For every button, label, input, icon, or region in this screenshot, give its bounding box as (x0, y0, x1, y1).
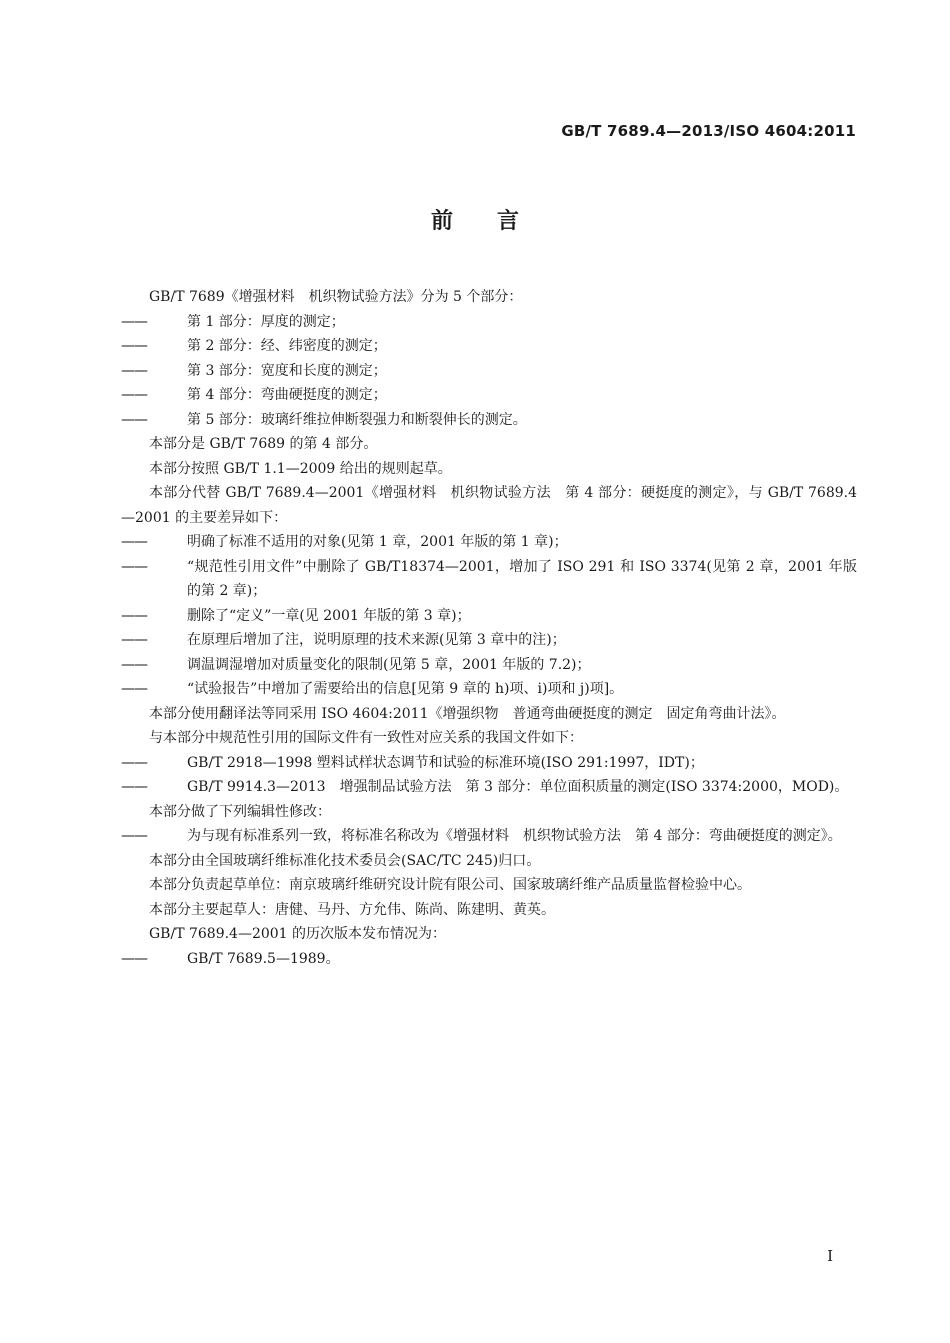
dash-mark: —— (121, 534, 147, 550)
list-item-text: 第 4 部分：弯曲硬挺度的测定； (187, 387, 387, 403)
dash-mark: —— (121, 362, 147, 379)
list-item-text: 调温调湿增加对质量变化的限制(见第 5 章，2001 年版的 7.2)； (187, 656, 591, 673)
paragraph: 本部分使用翻译法等同采用 ISO 4604:2011《增强织物 普通弯曲硬挺度的测定 固定角弯曲计法》。 (149, 705, 786, 722)
document-body (121, 285, 857, 971)
list-item (121, 383, 857, 408)
paragraph: 本部分代替 GB/T 7689.4—2001《增强材料 机织物试验方法 第 4 部分：硬挺度的测定》，与 GB/T 7689.4—2001 的主要差异如下： (121, 485, 857, 526)
list-item-text: 为与现有标准系列一致，将标准名称改为《增强材料 机织物试验方法 第 4 部分：弯曲硬挺度的测定》。 (187, 828, 842, 844)
list-item-text: 第 1 部分：厚度的测定； (187, 313, 345, 330)
dash-mark: —— (121, 681, 147, 697)
list-item-text: 明确了标准不适用的对象(见第 1 章，2001 年版的第 1 章)； (187, 534, 568, 550)
list-item-text: “试验报告”中增加了需要给出的信息[见第 9 章的 h)项、i)项和 j)项]。 (187, 681, 624, 697)
list-item-text: 在原理后增加了注，说明原理的技术来源(见第 3 章中的注)； (187, 632, 566, 648)
list-item-text: GB/T 9914.3—2013 增强制品试验方法 第 3 部分：单位面积质量的测定(ISO 3374:2000，MOD)。 (187, 779, 849, 795)
list-item-text: 第 3 部分：宽度和长度的测定； (187, 362, 387, 379)
dash-mark: —— (121, 632, 147, 648)
list-item (121, 775, 857, 800)
list-item (121, 824, 857, 849)
paragraph: 本部分由全国玻璃纤维标准化技术委员会(SAC/TC 245)归口。 (149, 852, 541, 869)
paragraph: 本部分是 GB/T 7689 的第 4 部分。 (149, 436, 378, 452)
list-item (121, 947, 857, 972)
dash-mark: —— (121, 411, 147, 428)
list-item (121, 677, 857, 702)
list-item (121, 334, 857, 359)
list-item (121, 653, 857, 678)
dash-mark: —— (121, 828, 147, 844)
dash-mark: —— (121, 558, 147, 575)
dash-mark: —— (121, 779, 147, 795)
list-item (121, 310, 857, 335)
paragraph: 与本部分中规范性引用的国际文件有一致性对应关系的我国文件如下： (149, 730, 583, 746)
paragraph: 本部分做了下列编辑性修改： (149, 803, 331, 820)
page-title: 前言 (430, 209, 563, 234)
dash-mark: —— (121, 950, 147, 967)
list-item (121, 359, 857, 384)
dash-mark: —— (121, 754, 147, 771)
paragraph: 本部分负责起草单位：南京玻璃纤维研究设计院有限公司、国家玻璃纤维产品质量监督检验中心。 (149, 877, 751, 893)
list-item (121, 751, 857, 776)
dash-mark: —— (121, 607, 147, 624)
list-item-text: “规范性引用文件”中删除了 GB/T18374—2001，增加了 ISO 291 和 ISO 3374(见第 2 章，2001 年版的第 2 章)； (187, 558, 857, 599)
list-item (121, 628, 857, 653)
standard-code: GB/T 7689.4—2013/ISO 4604:2011 (561, 122, 856, 140)
list-item-text: 删除了“定义”一章(见 2001 年版的第 3 章)； (187, 607, 471, 624)
list-item (121, 604, 857, 629)
list-item-text: 第 5 部分：玻璃纤维拉伸断裂强力和断裂伸长的测定。 (187, 411, 527, 428)
list-item-text: GB/T 2918—1998 塑料试样状态调节和试验的标准环境(ISO 291:1997，IDT)； (187, 754, 704, 771)
paragraph: 本部分主要起草人：唐健、马丹、方允伟、陈尚、陈建明、黄英。 (149, 901, 555, 918)
dash-mark: —— (121, 338, 147, 354)
list-item (121, 408, 857, 433)
paragraph: GB/T 7689《增强材料 机织物试验方法》分为 5 个部分： (149, 289, 523, 305)
dash-mark: —— (121, 656, 147, 673)
list-item (121, 555, 857, 604)
dash-mark: —— (121, 387, 147, 403)
list-item (121, 530, 857, 555)
list-item-text: GB/T 7689.5—1989。 (187, 950, 340, 967)
dash-mark: —— (121, 313, 147, 330)
paragraph: 本部分按照 GB/T 1.1—2009 给出的规则起草。 (149, 460, 452, 477)
page-number: I (827, 1247, 833, 1265)
paragraph: GB/T 7689.4—2001 的历次版本发布情况为： (149, 926, 447, 942)
list-item-text: 第 2 部分：经、纬密度的测定； (187, 338, 387, 354)
